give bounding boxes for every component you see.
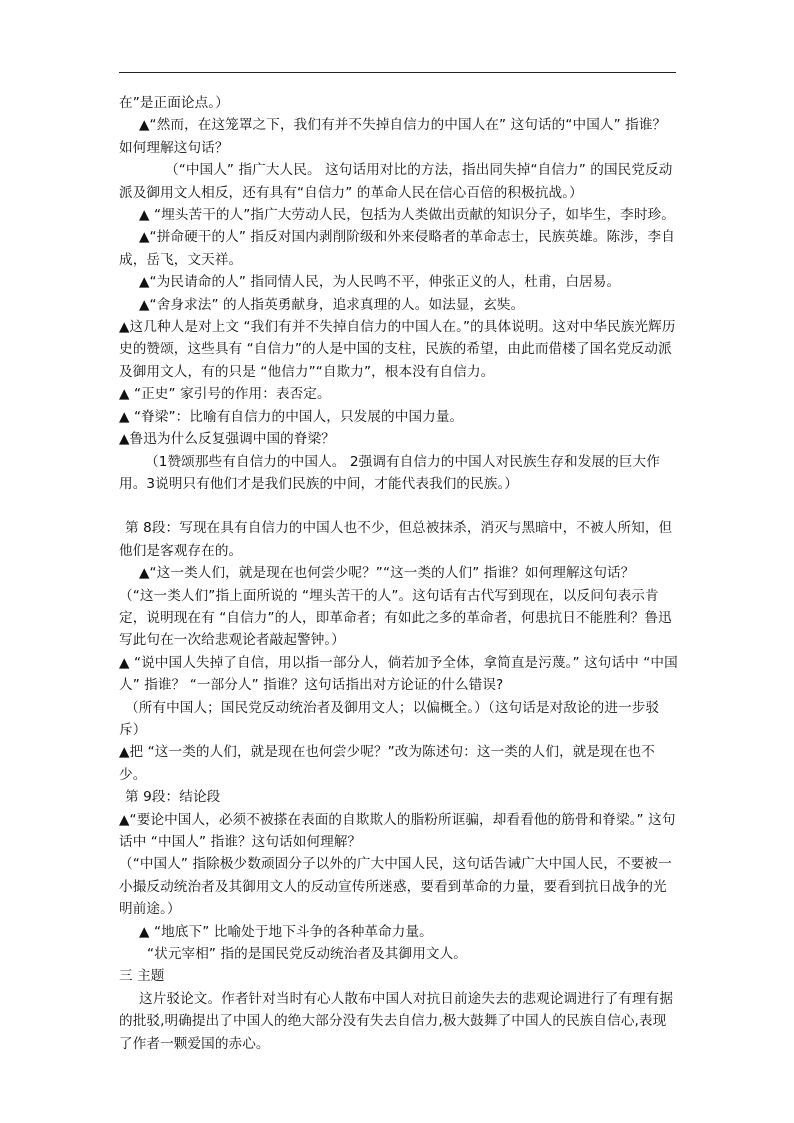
paragraph: ▲ “埋头苦干的人”指广大劳动人民，包括为人类做出贡献的知识分子，如毕生，李时珍。 bbox=[139, 207, 675, 224]
paragraph: ▲“为民请命的人” 指同情人民，为人民鸣不平，伸张正义的人，杜甫，白居易。 bbox=[139, 274, 621, 291]
paragraph: ▲“舍身求法” 的人指英勇献身，追求真理的人。如法显，玄奘。 bbox=[139, 296, 525, 313]
paragraph: ▲“这一类人们，就是现在也何尝少呢？”“这一类的人们” 指谁？如何理解这句话？ bbox=[139, 565, 635, 582]
paragraph: ▲ “地底下” 比喻处于地下斗争的各种革命力量。 bbox=[139, 923, 433, 940]
section-heading-8: 第 8段：写现在具有自信力的中国人也不少，但总被抹杀，消灭与黑暗中，不被人所知，但他们是客观存在的。 bbox=[119, 520, 673, 559]
paragraph: ▲“然而，在这笼罩之下，我们有并不失掉自信力的中国人在” 这句话的“中国人” 指谁？如何理解这句话？ bbox=[119, 117, 667, 156]
paragraph: ▲“要论中国人，必须不被搽在表面的自欺欺人的脂粉所诓骗，却看看他的筋骨和脊梁。” 这句话中 “中国人” 指谁？这句话如何理解？ bbox=[119, 811, 676, 850]
header-rule bbox=[119, 72, 676, 73]
paragraph: 在”是正面论点。） bbox=[119, 95, 229, 111]
paragraph: （所有中国人；国民党反动统治者及御用文人；以偏概全。）（这句话是对敌论的进一步驳斥） bbox=[119, 699, 660, 738]
document-body bbox=[119, 92, 679, 1055]
paragraph: ▲ “说中国人失掉了自信，用以指一部分人，倘若加予全体，拿简直是污蔑。” 这句话中 “中国人” 指谁？ “一部分人” 指谁？这句话指出对方论证的什么错误? bbox=[119, 654, 678, 694]
blank-line bbox=[119, 495, 679, 517]
paragraph: （“中国人” 指广大人民。 这句话用对比的方法，指出同失掉“自信力” 的国民党反动派及御用文人相反，还有具有“自信力” 的革命人民在信心百倍的积极抗战。） bbox=[119, 162, 673, 201]
paragraph: ▲ “脊梁”：比喻有自信力的中国人，只发展的中国力量。 bbox=[119, 408, 464, 425]
paragraph: ▲这几种人是对上文 “我们有并不失掉自信力的中国人在。”的具体说明。这对中华民族光辉历史的赞颂，这些具有 “自信力”的人是中国的支柱，民族的希望，由此而借楼了国名党反动派及御用文人，有的只是 “他信力”“自欺力”，根本没有自信力。 bbox=[119, 319, 676, 380]
paragraph: （1赞颂那些有自信力的中国人。 2强调有自信力的中国人对民族生存和发展的巨大作用。3说明只有他们才是我们民族的中间，才能代表我们的民族。） bbox=[119, 453, 660, 492]
paragraph: （“这一类人们”指上面所说的 “埋头苦干的人”。这句话有古代写到现在，以反问句表示肯定，说明现在有 “自信力”的人，即革命者；有如此之多的革命者，何患抗日不能胜利？鲁迅写此句在一次给悲观论者敲起警钟。） bbox=[119, 587, 672, 649]
section-heading-9: 第 9段：结论段 bbox=[125, 789, 221, 806]
paragraph: ▲鲁迅为什么反复强调中国的脊梁？ bbox=[119, 431, 335, 448]
paragraph: （“中国人” 指除极少数顽固分子以外的广大中国人民，这句话告诫广大中国人民，不要被一小撮反动统治者及其御用文人的反动宣传所迷惑，要看到革命的力量，要看到抗日战争的光明前途。） bbox=[119, 856, 672, 918]
paragraph: 这片驳论文。作者针对当时有心人散布中国人对抗日前途失去的悲观论调进行了有理有据的批驳,明确提出了中国人的绝大部分没有失去自信力,极大鼓舞了中国人的民族自信心,表现了作者一颗爱国的赤心。 bbox=[119, 990, 674, 1052]
paragraph: ▲把 “这一类的人们，就是现在也何尝少呢？”改为陈述句：这一类的人们，就是现在也不少。 bbox=[119, 744, 655, 783]
section-heading-theme: 三 主题 bbox=[119, 968, 165, 985]
paragraph: ▲ “正史” 家引号的作用：表否定。 bbox=[119, 386, 331, 403]
paragraph: ▲“拼命硬干的人” 指反对国内剥削阶级和外来侵略者的革命志士，民族英雄。陈涉，李自成，岳飞，文天祥。 bbox=[119, 229, 675, 268]
paragraph: “状元宰相” 指的是国民党反动统治者及其御用文人。 bbox=[147, 946, 467, 963]
